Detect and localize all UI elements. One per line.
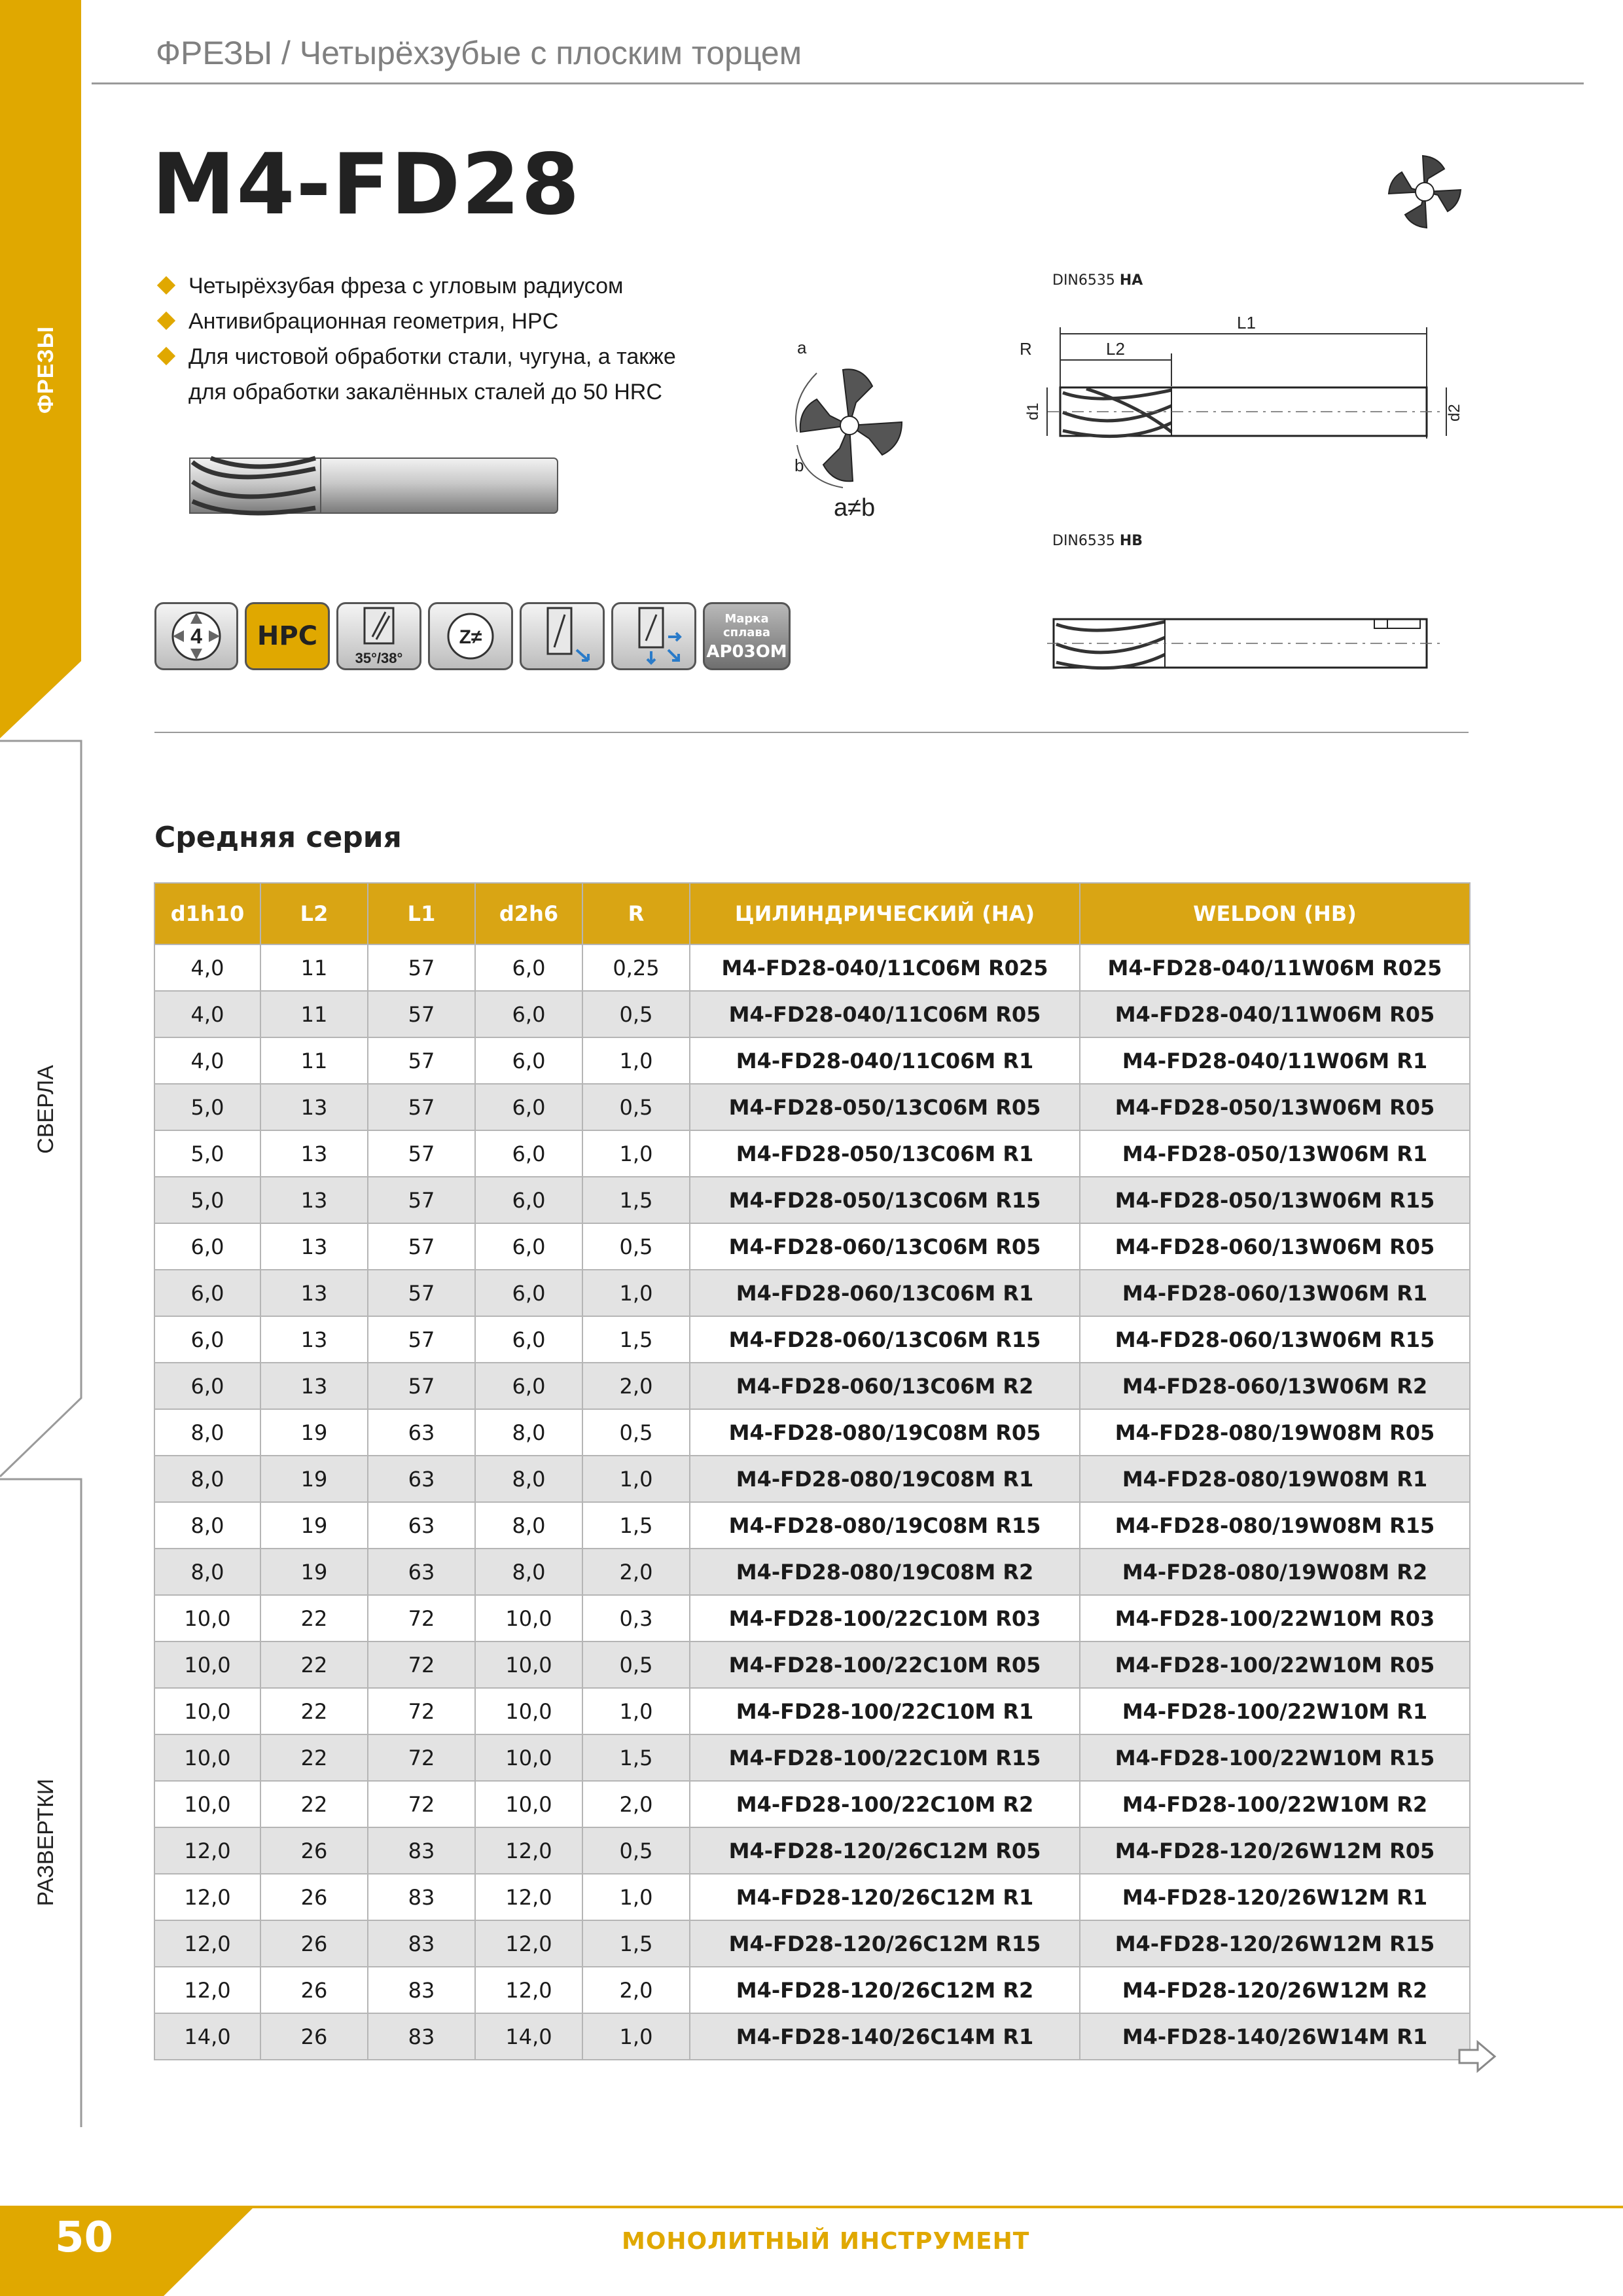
cell-code-hb: M4-FD28-060/13W06M R15	[1080, 1316, 1470, 1363]
footer-brand: МОНОЛИТНЫЙ ИНСТРУМЕНТ	[622, 2228, 1030, 2255]
page-number: 50	[55, 2214, 114, 2262]
cell-d1: 8,0	[154, 1549, 260, 1595]
cell-code-ha: M4-FD28-040/11C06M R1	[690, 1037, 1080, 1084]
cell-l2: 19	[260, 1409, 368, 1456]
table-row	[154, 1549, 1470, 1595]
badge-four-teeth	[154, 602, 238, 670]
col-header-cylindrical: ЦИЛИНДРИЧЕСКИЙ (HA)	[690, 883, 1080, 944]
table-row	[154, 1781, 1470, 1827]
cell-code-ha: M4-FD28-100/22C10M R1	[690, 1688, 1080, 1734]
cell-code-ha: M4-FD28-080/19C08M R05	[690, 1409, 1080, 1456]
cell-d1: 6,0	[154, 1363, 260, 1409]
label-a-ne-b: a≠b	[834, 494, 876, 522]
table-row	[154, 1502, 1470, 1549]
din-ha-drawing	[1008, 308, 1505, 458]
cell-d2: 6,0	[475, 1223, 582, 1270]
cell-code-hb: M4-FD28-060/13W06M R2	[1080, 1363, 1470, 1409]
cell-code-hb: M4-FD28-040/11W06M R05	[1080, 991, 1470, 1037]
table-row	[154, 1734, 1470, 1781]
cell-code-hb: M4-FD28-120/26W12M R2	[1080, 1967, 1470, 2013]
cell-l1: 63	[368, 1549, 475, 1595]
diamond-bullet-icon	[157, 312, 175, 330]
cell-d2: 6,0	[475, 1270, 582, 1316]
cell-code-ha: M4-FD28-050/13C06M R05	[690, 1084, 1080, 1130]
cell-l1: 57	[368, 1130, 475, 1177]
cell-d2: 6,0	[475, 991, 582, 1037]
cell-d1: 4,0	[154, 1037, 260, 1084]
cell-code-ha: M4-FD28-040/11C06M R025	[690, 944, 1080, 991]
cell-l2: 26	[260, 1874, 368, 1920]
cell-code-hb: M4-FD28-040/11W06M R1	[1080, 1037, 1470, 1084]
cell-code-hb: M4-FD28-060/13W06M R1	[1080, 1270, 1470, 1316]
cell-r: 1,5	[582, 1734, 690, 1781]
cell-l1: 57	[368, 1316, 475, 1363]
cell-l1: 57	[368, 1270, 475, 1316]
page-title: M4-FD28	[152, 136, 581, 234]
unequal-pitch-icon	[430, 604, 511, 668]
din-hb-drawing	[1047, 609, 1440, 674]
label-a: a	[797, 340, 807, 357]
cell-d1: 12,0	[154, 1967, 260, 2013]
side-tab-freezy[interactable]: ФРЕЗЫ	[33, 326, 58, 414]
cell-code-ha: M4-FD28-100/22C10M R15	[690, 1734, 1080, 1781]
cell-l2: 13	[260, 1130, 368, 1177]
cell-d2: 8,0	[475, 1409, 582, 1456]
cell-l2: 22	[260, 1688, 368, 1734]
cell-l2: 26	[260, 2013, 368, 2060]
cell-d2: 12,0	[475, 1827, 582, 1874]
cell-d2: 6,0	[475, 1130, 582, 1177]
dim-r: R	[1020, 339, 1032, 359]
dim-l1: L1	[1237, 313, 1256, 332]
spec-table	[154, 882, 1471, 2060]
cell-d2: 14,0	[475, 2013, 582, 2060]
cell-r: 0,5	[582, 1409, 690, 1456]
cell-d2: 6,0	[475, 1037, 582, 1084]
cell-code-ha: M4-FD28-080/19C08M R1	[690, 1456, 1080, 1502]
cell-d2: 12,0	[475, 1874, 582, 1920]
cell-code-hb: M4-FD28-080/19W08M R2	[1080, 1549, 1470, 1595]
cell-l1: 83	[368, 1967, 475, 2013]
cell-d1: 8,0	[154, 1456, 260, 1502]
four-teeth-icon	[156, 604, 236, 668]
cell-r: 0,5	[582, 1084, 690, 1130]
cell-l2: 26	[260, 1827, 368, 1874]
table-row	[154, 1641, 1470, 1688]
table-row	[154, 1316, 1470, 1363]
cell-code-hb: M4-FD28-100/22W10M R1	[1080, 1688, 1470, 1734]
label-b: b	[794, 456, 804, 475]
badge-unequal-pitch	[428, 602, 513, 670]
cell-l1: 57	[368, 1037, 475, 1084]
cell-code-hb: M4-FD28-080/19W08M R15	[1080, 1502, 1470, 1549]
grade-label-line1: Марка	[724, 612, 769, 626]
cell-d1: 10,0	[154, 1734, 260, 1781]
cell-l2: 11	[260, 991, 368, 1037]
cell-code-ha: M4-FD28-040/11C06M R05	[690, 991, 1080, 1037]
cell-l1: 57	[368, 1223, 475, 1270]
table-row	[154, 1595, 1470, 1641]
table-header-row	[154, 883, 1470, 944]
table-row	[154, 1177, 1470, 1223]
cell-d1: 6,0	[154, 1270, 260, 1316]
table-row	[154, 2013, 1470, 2060]
table-row	[154, 1223, 1470, 1270]
cell-code-hb: M4-FD28-080/19W08M R1	[1080, 1456, 1470, 1502]
svg-text:4: 4	[190, 624, 202, 648]
table-row	[154, 944, 1470, 991]
badge-carbide-grade	[703, 602, 791, 670]
col-header-l2: L2	[260, 883, 368, 944]
cell-d1: 8,0	[154, 1409, 260, 1456]
cell-r: 2,0	[582, 1967, 690, 2013]
cell-l2: 26	[260, 1920, 368, 1967]
cell-d2: 6,0	[475, 944, 582, 991]
cell-r: 1,5	[582, 1920, 690, 1967]
cell-d2: 6,0	[475, 1363, 582, 1409]
cell-d1: 12,0	[154, 1920, 260, 1967]
cell-r: 1,0	[582, 1270, 690, 1316]
cell-code-ha: M4-FD28-050/13C06M R15	[690, 1177, 1080, 1223]
axial-feed-icon	[522, 604, 603, 668]
cell-l2: 22	[260, 1734, 368, 1781]
table-row	[154, 1827, 1470, 1874]
cell-r: 1,5	[582, 1177, 690, 1223]
cell-code-ha: M4-FD28-100/22C10M R03	[690, 1595, 1080, 1641]
badge-axial-feed	[520, 602, 605, 670]
cell-l2: 13	[260, 1316, 368, 1363]
table-row	[154, 1130, 1470, 1177]
cell-l1: 63	[368, 1409, 475, 1456]
cell-l1: 83	[368, 1874, 475, 1920]
cell-l1: 83	[368, 1827, 475, 1874]
cell-r: 1,0	[582, 1130, 690, 1177]
cell-d2: 12,0	[475, 1920, 582, 1967]
cell-code-ha: M4-FD28-100/22C10M R05	[690, 1641, 1080, 1688]
table-row	[154, 1456, 1470, 1502]
svg-text:35°/38°: 35°/38°	[355, 650, 403, 666]
cell-d2: 10,0	[475, 1688, 582, 1734]
cell-d1: 10,0	[154, 1641, 260, 1688]
dim-d1: d1	[1024, 403, 1042, 420]
svg-text:Z≠: Z≠	[459, 626, 482, 648]
cell-code-hb: M4-FD28-100/22W10M R2	[1080, 1781, 1470, 1827]
cell-l1: 72	[368, 1688, 475, 1734]
dim-d2: d2	[1446, 404, 1463, 422]
table-row	[154, 991, 1470, 1037]
cell-code-hb: M4-FD28-100/22W10M R05	[1080, 1641, 1470, 1688]
cell-l1: 57	[368, 1363, 475, 1409]
cell-code-hb: M4-FD28-060/13W06M R05	[1080, 1223, 1470, 1270]
cell-code-hb: M4-FD28-050/13W06M R1	[1080, 1130, 1470, 1177]
cell-l1: 72	[368, 1781, 475, 1827]
cell-l2: 13	[260, 1363, 368, 1409]
cell-l2: 13	[260, 1223, 368, 1270]
feature-item-continuation: для обработки закалённых сталей до 50 HRC	[188, 380, 662, 404]
cell-l1: 83	[368, 2013, 475, 2060]
cell-d2: 10,0	[475, 1781, 582, 1827]
cell-d1: 5,0	[154, 1130, 260, 1177]
table-row	[154, 1037, 1470, 1084]
cell-code-ha: M4-FD28-120/26C12M R05	[690, 1827, 1080, 1874]
cell-code-ha: M4-FD28-080/19C08M R15	[690, 1502, 1080, 1549]
table-row	[154, 1920, 1470, 1967]
col-header-l1: L1	[368, 883, 475, 944]
cell-l2: 22	[260, 1781, 368, 1827]
cell-d2: 8,0	[475, 1502, 582, 1549]
table-row	[154, 1363, 1470, 1409]
footer-page-tab	[0, 2206, 275, 2296]
feature-item: Четырёхзубая фреза с угловым радиусом	[157, 268, 676, 304]
cell-l1: 72	[368, 1734, 475, 1781]
feature-list	[157, 268, 676, 410]
cell-d1: 6,0	[154, 1223, 260, 1270]
breadcrumb: ФРЕЗЫ / Четырёхзубые с плоским торцем	[156, 35, 802, 71]
table-row	[154, 1688, 1470, 1734]
cell-d2: 8,0	[475, 1549, 582, 1595]
cell-d1: 4,0	[154, 944, 260, 991]
cell-l2: 22	[260, 1595, 368, 1641]
cell-r: 1,0	[582, 1688, 690, 1734]
col-header-d2: d2h6	[475, 883, 582, 944]
cell-d1: 5,0	[154, 1084, 260, 1130]
cell-l2: 13	[260, 1270, 368, 1316]
cell-code-ha: M4-FD28-120/26C12M R2	[690, 1967, 1080, 2013]
col-header-weldon: WELDON (HB)	[1080, 883, 1470, 944]
diamond-bullet-icon	[157, 347, 175, 365]
cell-r: 1,5	[582, 1502, 690, 1549]
cell-l2: 26	[260, 1967, 368, 2013]
cell-l1: 57	[368, 1084, 475, 1130]
cross-section-diagram	[771, 340, 921, 524]
cell-code-hb: M4-FD28-040/11W06M R025	[1080, 944, 1470, 991]
cell-d1: 10,0	[154, 1595, 260, 1641]
diamond-bullet-icon	[157, 276, 175, 295]
cell-r: 2,0	[582, 1363, 690, 1409]
cell-d1: 10,0	[154, 1688, 260, 1734]
side-tab-razvertki[interactable]: РАЗВЕРТКИ	[33, 1778, 58, 1907]
cell-d1: 14,0	[154, 2013, 260, 2060]
cell-l2: 13	[260, 1177, 368, 1223]
cell-code-hb: M4-FD28-120/26W12M R15	[1080, 1920, 1470, 1967]
table-row	[154, 1409, 1470, 1456]
cell-d2: 10,0	[475, 1641, 582, 1688]
cell-l1: 63	[368, 1456, 475, 1502]
cell-r: 2,0	[582, 1781, 690, 1827]
badge-helix-angle	[336, 602, 421, 670]
cell-d2: 6,0	[475, 1084, 582, 1130]
cell-code-ha: M4-FD28-080/19C08M R2	[690, 1549, 1080, 1595]
cell-code-hb: M4-FD28-140/26W14M R1	[1080, 2013, 1470, 2060]
cell-code-hb: M4-FD28-120/26W12M R1	[1080, 1874, 1470, 1920]
end-mill-photo	[185, 449, 564, 522]
cell-l2: 13	[260, 1084, 368, 1130]
cell-code-ha: M4-FD28-120/26C12M R1	[690, 1874, 1080, 1920]
cell-r: 0,5	[582, 1223, 690, 1270]
side-tab-sverla[interactable]: СВЕРЛА	[33, 1065, 58, 1154]
cell-l2: 22	[260, 1641, 368, 1688]
din-hb-label: DIN6535 HB	[1052, 533, 1143, 549]
feature-item: Антивибрационная геометрия, HPC	[157, 304, 676, 339]
cell-code-hb: M4-FD28-080/19W08M R05	[1080, 1409, 1470, 1456]
cell-d2: 12,0	[475, 1967, 582, 2013]
cell-l2: 19	[260, 1456, 368, 1502]
table-row	[154, 1967, 1470, 2013]
cell-code-hb: M4-FD28-050/13W06M R05	[1080, 1084, 1470, 1130]
cell-d1: 4,0	[154, 991, 260, 1037]
cell-d2: 6,0	[475, 1316, 582, 1363]
cell-l1: 57	[368, 944, 475, 991]
cell-code-ha: M4-FD28-120/26C12M R15	[690, 1920, 1080, 1967]
cell-d2: 6,0	[475, 1177, 582, 1223]
section-divider	[154, 732, 1469, 733]
next-page-arrow-icon[interactable]	[1457, 2039, 1497, 2073]
multi-direction-feed-icon	[613, 604, 694, 668]
cell-d1: 10,0	[154, 1781, 260, 1827]
cell-r: 1,0	[582, 2013, 690, 2060]
four-flute-section-icon	[1382, 149, 1467, 234]
cell-d2: 10,0	[475, 1734, 582, 1781]
cell-r: 1,5	[582, 1316, 690, 1363]
table-row	[154, 1874, 1470, 1920]
cell-d1: 8,0	[154, 1502, 260, 1549]
grade-label-line2: сплава	[723, 626, 770, 639]
cell-l2: 11	[260, 1037, 368, 1084]
cell-code-ha: M4-FD28-140/26C14M R1	[690, 2013, 1080, 2060]
cell-code-ha: M4-FD28-060/13C06M R05	[690, 1223, 1080, 1270]
badge-multi-feed	[611, 602, 696, 670]
cell-l1: 57	[368, 991, 475, 1037]
header-divider	[92, 82, 1584, 84]
cell-r: 1,0	[582, 1037, 690, 1084]
cell-l2: 19	[260, 1549, 368, 1595]
cell-code-ha: M4-FD28-060/13C06M R1	[690, 1270, 1080, 1316]
cell-r: 1,0	[582, 1456, 690, 1502]
cell-code-ha: M4-FD28-100/22C10M R2	[690, 1781, 1080, 1827]
table-row	[154, 1270, 1470, 1316]
cell-code-hb: M4-FD28-050/13W06M R15	[1080, 1177, 1470, 1223]
dim-l2: L2	[1106, 339, 1125, 359]
cell-r: 2,0	[582, 1549, 690, 1595]
cell-l1: 63	[368, 1502, 475, 1549]
table-body	[154, 944, 1470, 2060]
cell-code-hb: M4-FD28-100/22W10M R03	[1080, 1595, 1470, 1641]
cell-d1: 5,0	[154, 1177, 260, 1223]
cell-r: 0,3	[582, 1595, 690, 1641]
cell-code-hb: M4-FD28-100/22W10M R15	[1080, 1734, 1470, 1781]
cell-code-ha: M4-FD28-060/13C06M R2	[690, 1363, 1080, 1409]
cell-code-ha: M4-FD28-050/13C06M R1	[690, 1130, 1080, 1177]
cell-r: 0,5	[582, 1641, 690, 1688]
cell-l1: 83	[368, 1920, 475, 1967]
grade-value: AP03OM	[706, 642, 787, 662]
cell-l1: 57	[368, 1177, 475, 1223]
feature-item: Для чистовой обработки стали, чугуна, а также	[157, 339, 676, 374]
cell-r: 0,5	[582, 1827, 690, 1874]
cell-d2: 10,0	[475, 1595, 582, 1641]
col-header-r: R	[582, 883, 690, 944]
cell-d2: 8,0	[475, 1456, 582, 1502]
series-title: Средняя серия	[154, 821, 402, 854]
cell-l2: 11	[260, 944, 368, 991]
cell-d1: 12,0	[154, 1874, 260, 1920]
cell-r: 0,25	[582, 944, 690, 991]
cell-l2: 19	[260, 1502, 368, 1549]
cell-r: 1,0	[582, 1874, 690, 1920]
cell-code-hb: M4-FD28-120/26W12M R05	[1080, 1827, 1470, 1874]
badge-hpc: HPC	[245, 602, 330, 670]
din-ha-label: DIN6535 HA	[1052, 272, 1143, 289]
cell-d1: 6,0	[154, 1316, 260, 1363]
col-header-d1: d1h10	[154, 883, 260, 944]
cell-r: 0,5	[582, 991, 690, 1037]
cell-l1: 72	[368, 1641, 475, 1688]
cell-code-ha: M4-FD28-060/13C06M R15	[690, 1316, 1080, 1363]
cell-d1: 12,0	[154, 1827, 260, 1874]
helix-angle-icon	[338, 604, 419, 668]
cell-l1: 72	[368, 1595, 475, 1641]
table-row	[154, 1084, 1470, 1130]
